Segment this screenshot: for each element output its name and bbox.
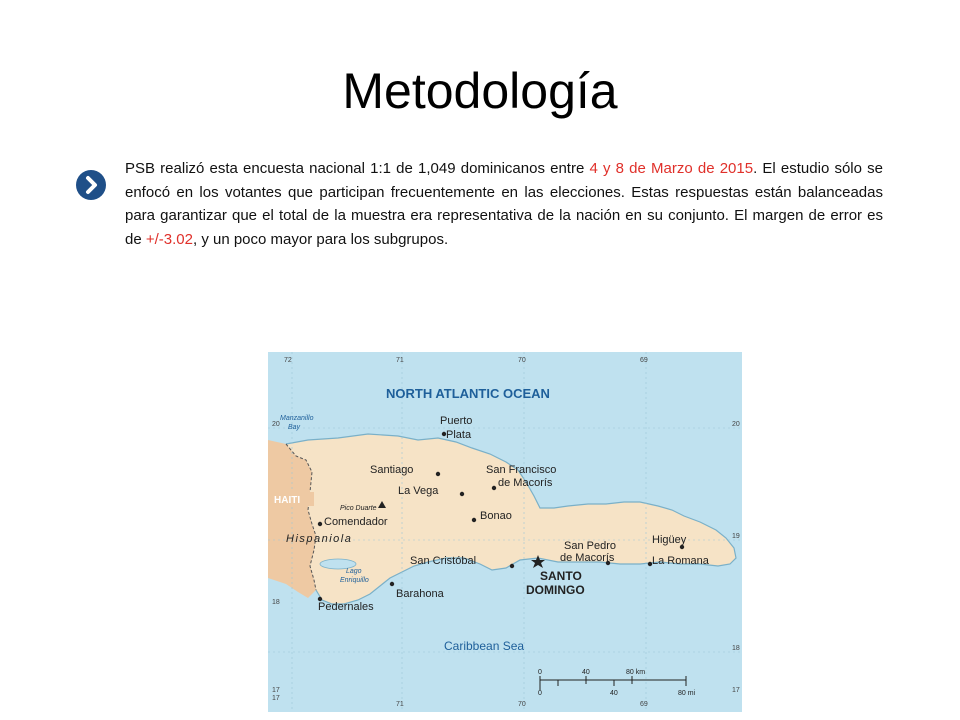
island-label: Hispaniola	[286, 533, 353, 545]
svg-text:0: 0	[538, 669, 542, 676]
city-label: San Pedro	[564, 540, 616, 552]
lat-label: 20	[732, 421, 740, 428]
chevron-right-icon	[76, 170, 106, 200]
city-label: Bonao	[480, 510, 512, 522]
page-title: Metodología	[342, 63, 618, 119]
svg-text:80 mi: 80 mi	[678, 690, 696, 697]
city-label: Higüey	[652, 534, 687, 546]
lat-label: 17	[272, 695, 280, 702]
city-label: San Francisco	[486, 464, 557, 476]
city-label: Puerto	[440, 415, 473, 427]
city-label: La Vega	[398, 485, 439, 497]
city-label: de Macorís	[560, 552, 615, 564]
city-label: San Cristóbal	[410, 555, 477, 567]
lat-label: 18	[732, 645, 740, 652]
city-label: Santiago	[370, 464, 414, 476]
lake-label: Enriquillo	[340, 577, 369, 584]
lat-label: 17	[732, 687, 740, 694]
lake-label: Lago	[346, 568, 362, 575]
lon-label: 69	[640, 701, 648, 708]
city-label: Barahona	[396, 588, 444, 600]
city-label: Plata	[446, 429, 472, 441]
ocean-label: NORTH ATLANTIC OCEAN	[386, 386, 550, 401]
bay-label: Manzanillo	[280, 415, 314, 422]
svg-text:40: 40	[610, 690, 618, 697]
methodology-paragraph	[125, 157, 883, 251]
dominican-republic-map	[268, 352, 742, 712]
lon-label: 69	[640, 357, 648, 364]
lat-label: 17	[272, 687, 280, 694]
lat-label: 18	[272, 599, 280, 606]
lon-label: 70	[518, 357, 526, 364]
capital-label: DOMINGO	[526, 583, 585, 597]
peak-label: Pico Duarte	[340, 505, 377, 512]
lat-label: 20	[272, 421, 280, 428]
svg-text:40: 40	[582, 669, 590, 676]
paragraph-text: . El estudio sólo se enfocó en los votantes que participan frecuentemente en las elecciones. Estas respuestas están balanceadas para garantizar que el total de la muestra era representativa de la nación en su conjunto. El margen de error es de	[125, 160, 883, 248]
lon-label: 72	[284, 357, 292, 364]
country-label: HAITI	[274, 495, 301, 506]
bay-label: Bay	[288, 424, 301, 431]
city-label: Pedernales	[318, 601, 374, 613]
city-label: de Macorís	[498, 477, 553, 489]
lon-label: 70	[518, 701, 526, 708]
svg-text:0: 0	[538, 690, 542, 697]
sea-label: Caribbean Sea	[444, 639, 525, 653]
paragraph-text: PSB realizó esta encuesta nacional 1:1 de 1,049 dominicanos entre	[125, 160, 590, 177]
city-label: La Romana	[652, 555, 709, 567]
margin-of-error-highlight: +/-3.02	[145, 230, 193, 248]
capital-label: SANTO	[540, 569, 582, 583]
city-label: Comendador	[324, 516, 388, 528]
lon-label: 71	[396, 701, 404, 708]
lon-label: 71	[396, 357, 404, 364]
svg-text:80 km: 80 km	[626, 669, 646, 676]
paragraph-text: , y un poco mayor para los subgrupos.	[192, 230, 449, 248]
date-range-highlight: 4 y 8 de Marzo de 2015	[589, 160, 754, 177]
lat-label: 19	[732, 533, 740, 540]
